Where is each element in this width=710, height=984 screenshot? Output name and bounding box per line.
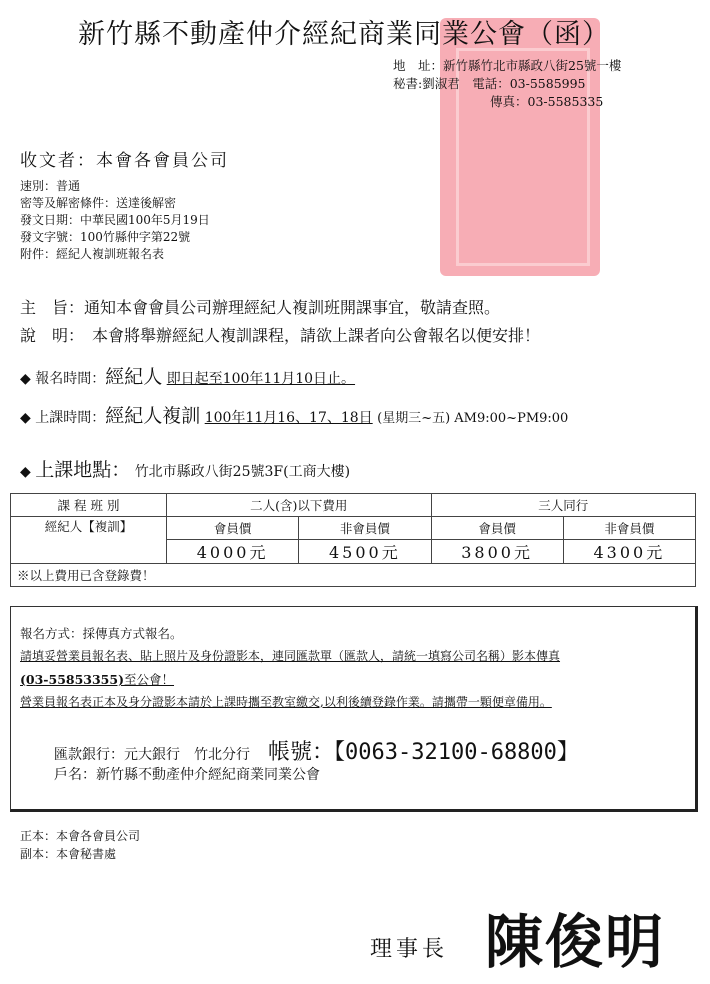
header-two-people: 二人(含)以下費用: [167, 494, 432, 517]
member-price-label: 會員價: [167, 517, 299, 540]
non-member-price-label: 非會員價: [563, 517, 695, 540]
registration-time: ◆ 報名時間：經紀人 即日起至100年11月10日止。: [20, 366, 356, 388]
instructions-line-3: 營業員報名表正本及身分證影本請於上課時攜至教室繳交,以利後續登錄作業。請攜帶一顆便章備用。: [20, 695, 552, 709]
class-location: ◆ 上課地點： 竹北市縣政八街25號3F(工商大樓): [20, 459, 351, 481]
header-three-people: 三人同行: [431, 494, 696, 517]
chairman-title: 理事長: [370, 937, 449, 962]
header-course: 課 程 班 別: [11, 494, 167, 517]
price-two-nonmember: 4500元: [299, 540, 431, 564]
account-name: 戶名：新竹縣不動產仲介經紀商業同業公會: [54, 767, 320, 783]
distribution-copy: 副本：本會秘書處: [20, 847, 117, 861]
meta-speed: 速別：普通: [20, 179, 81, 193]
meta-security: 密等及解密條件：送達後解密: [20, 196, 177, 210]
instructions-line-2: (03-55853355)至公會！: [20, 672, 175, 687]
bank-info: 匯款銀行：元大銀行 竹北分行 帳號：【0063-32100-68800】: [54, 740, 579, 765]
fax: 傳真：03-5585335: [490, 94, 604, 109]
meta-number: 發文字號：100竹縣仲字第22號: [20, 230, 191, 244]
registration-method: 報名方式：採傳真方式報名。: [20, 626, 183, 641]
secretary-phone: 秘書:劉淑君 電話：03-5585995: [393, 76, 586, 91]
member-price-label: 會員價: [431, 517, 563, 540]
meta-date: 發文日期：中華民國100年5月19日: [20, 213, 210, 227]
diamond-icon: ◆: [20, 464, 36, 480]
address: 地 址：新竹縣竹北市縣政八街25號一樓: [393, 58, 622, 73]
diamond-icon: ◆: [20, 410, 36, 426]
fee-table: [10, 493, 696, 587]
diamond-icon: ◆: [20, 371, 36, 387]
meta-attachment: 附件：經紀人複訓班報名表: [20, 247, 165, 261]
chairman-name: 陳俊明: [485, 908, 666, 976]
price-three-nonmember: 4300元: [563, 540, 695, 564]
instructions-line-1: 請填妥營業員報名表、貼上照片及身份證影本，連同匯款單（匯款人，請統一填寫公司名稱）影本傳真: [20, 649, 561, 663]
class-time: ◆ 上課時間：經紀人複訓 100年11月16、17、18日 (星期三~五) AM9:00~PM9:00: [20, 405, 569, 427]
distribution-original: 正本：本會各會員公司: [20, 829, 141, 843]
document-title: 新竹縣不動產仲介經紀商業同業公會（函）: [78, 19, 610, 50]
explanation: 說 明： 本會將舉辦經紀人複訓課程，請欲上課者向公會報名以便安排！: [20, 326, 541, 345]
course-name: 經紀人【複訓】: [11, 517, 167, 564]
subject: 主 旨：通知本會會員公司辦理經紀人複訓班開課事宜，敬請查照。: [20, 298, 501, 317]
non-member-price-label: 非會員價: [299, 517, 431, 540]
price-two-member: 4000元: [167, 540, 299, 564]
recipient: 收文者：本會各會員公司: [20, 151, 229, 171]
price-three-member: 3800元: [431, 540, 563, 564]
fee-note: ※以上費用已含登錄費！: [11, 564, 696, 587]
account-number: 帳號：【0063-32100-68800】: [268, 740, 579, 765]
